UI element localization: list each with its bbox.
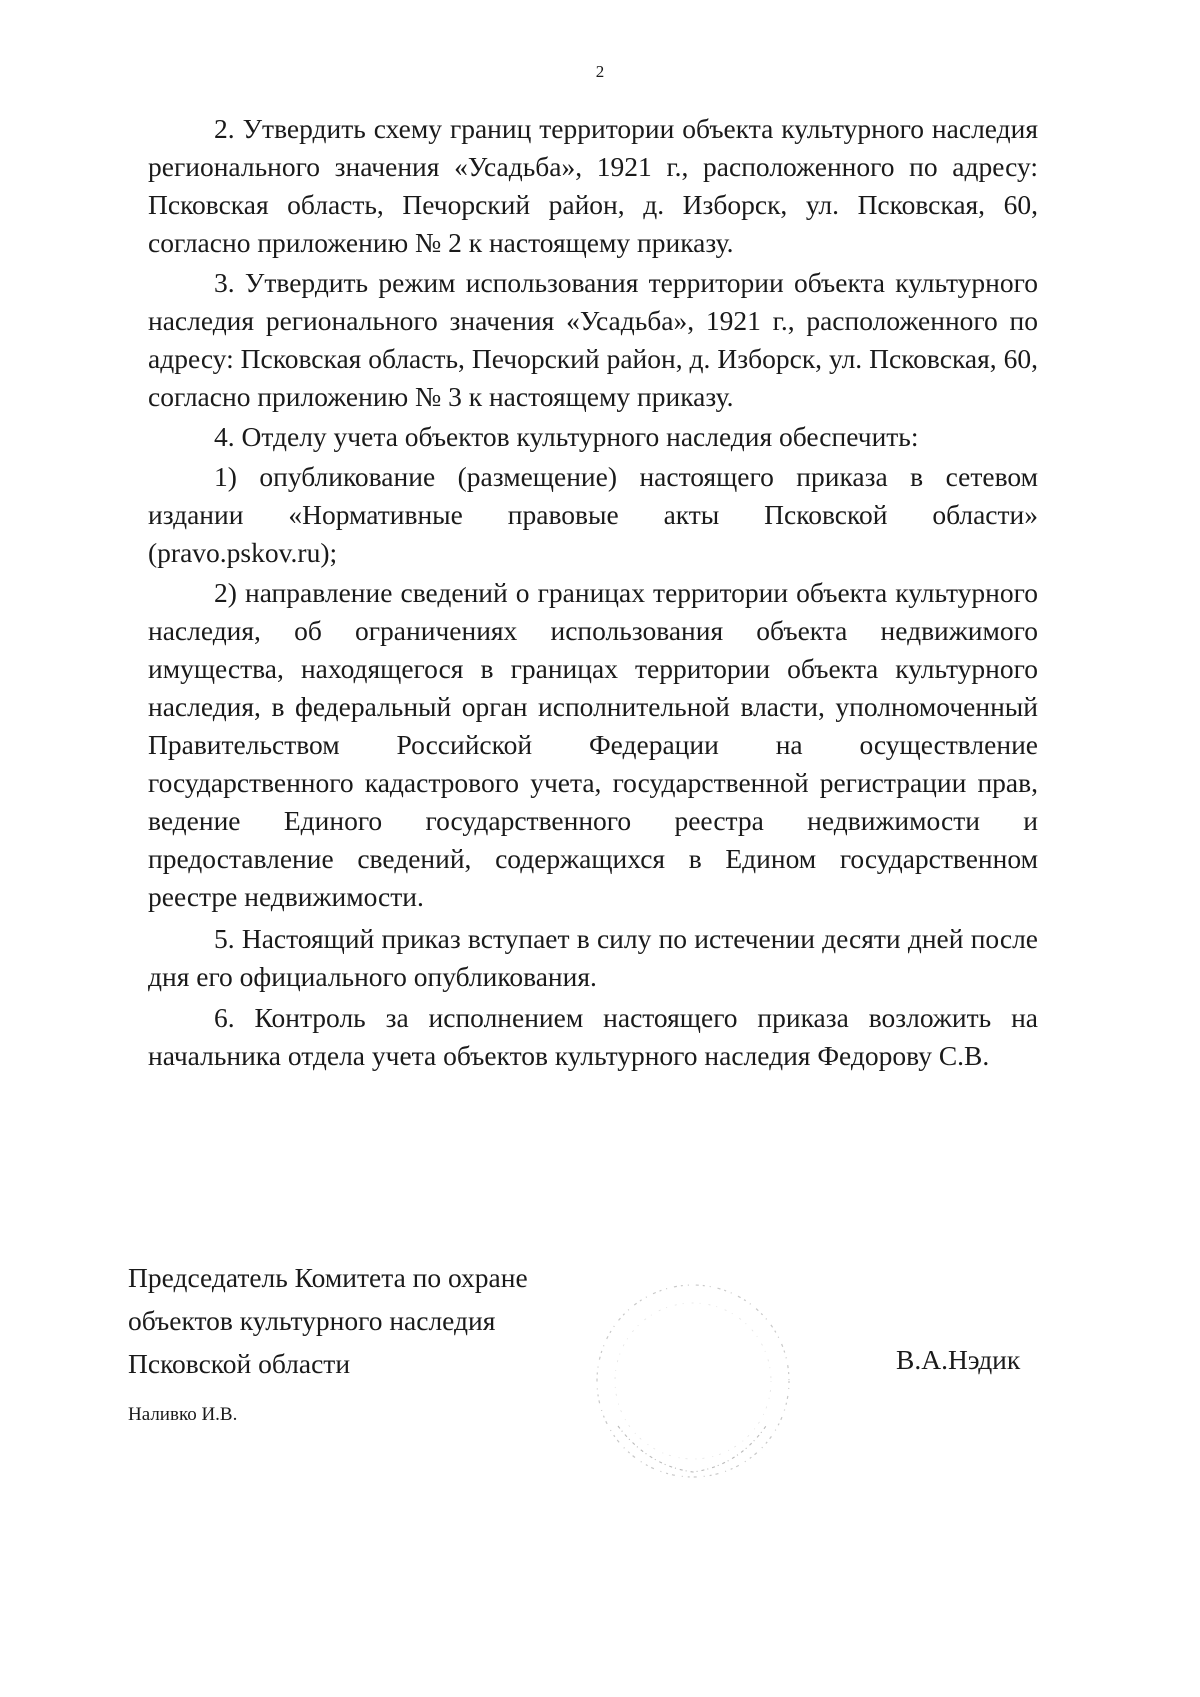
signature-title-line: Псковской области bbox=[128, 1348, 351, 1379]
signature-title bbox=[128, 1256, 528, 1385]
document-body bbox=[148, 110, 1038, 1075]
page-number: 2 bbox=[595, 62, 605, 81]
paragraph-publication: 1) опубликование (размещение) настоящего приказа в сетевом издании «Нормативные правовые акты Псковской области» (pravo.pskov.ru); bbox=[148, 461, 1038, 568]
faint-seal-stamp bbox=[588, 1276, 798, 1491]
paragraph-entry-into-force: 5. Настоящий приказ вступает в силу по истечении десяти дней после дня его официального опубликования. bbox=[148, 923, 1038, 992]
signer-name: В.А.Нэдик bbox=[896, 1344, 1021, 1375]
paragraph-approve-scheme: 2. Утвердить схему границ территории объекта культурного наследия регионального значения «Усадьба», 1921 г., расположенного по адресу: Псковская область, Печорский район, д. Изборск, ул. Псковская, 60, согласно приложению № 2 к настоящему приказу. bbox=[148, 113, 1038, 258]
paragraph-control: 6. Контроль за исполнением настоящего приказа возложить на начальника отдела учета объектов культурного наследия Федорову С.В. bbox=[148, 1002, 1038, 1071]
paragraph-approve-regime: 3. Утвердить режим использования территории объекта культурного наследия регионального значения «Усадьба», 1921 г., расположенного по адресу: Псковская область, Печорский район, д. Изборск, ул. Псковская, 60, согласно приложению № 3 к настоящему приказу. bbox=[148, 267, 1038, 412]
signature-title-line: Председатель Комитета по охране bbox=[128, 1262, 528, 1293]
paragraph-department-duties: 4. Отделу учета объектов культурного наследия обеспечить: bbox=[214, 421, 919, 452]
signature-title-line: объектов культурного наследия bbox=[128, 1305, 496, 1336]
paragraph-cadastre-notification: 2) направление сведений о границах территории объекта культурного наследия, об ограничениях использования объекта недвижимого имущества, находящегося в границах территории объекта культурного наследия, в федеральный орган исполнительной власти, уполномоченный Правительством Российской Федерации на осуществление государственного кадастрового учета, государственной регистрации прав, ведение Единого государственного реестра недвижимости и предоставление сведений, содержащихся в Едином государственном реестре недвижимости. bbox=[148, 577, 1038, 912]
executor-name: Наливко И.В. bbox=[128, 1404, 238, 1425]
